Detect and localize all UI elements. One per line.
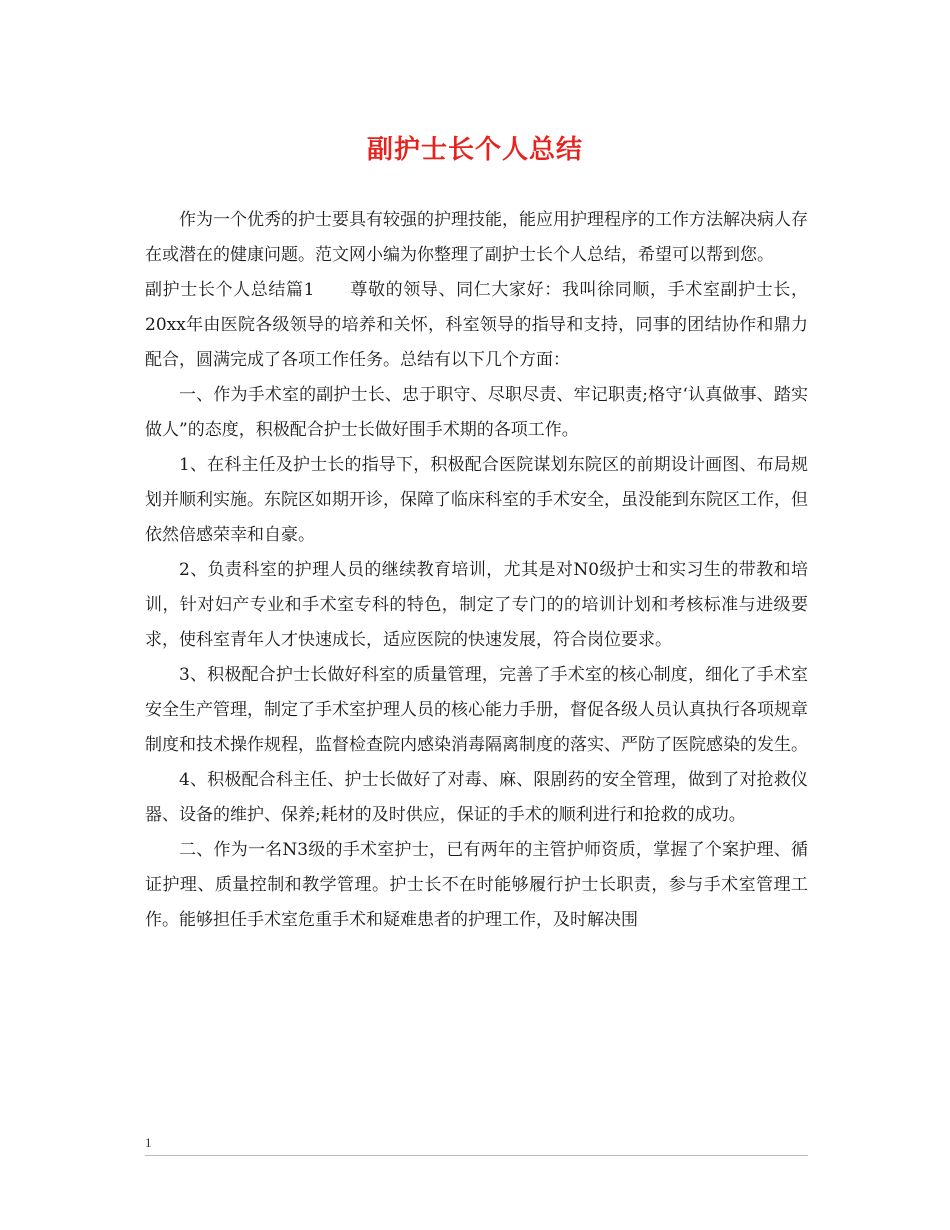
page-title: 副护士长个人总结 — [366, 135, 583, 165]
paragraph-intro: 作为一个优秀的护士要具有较强的护理技能，能应用护理程序的工作方法解决病人存在或潜在的健康问题。范文网小编为你整理了副护士长个人总结，希望可以帮到您。 — [145, 210, 808, 265]
paragraph-item-1: 1、在科主任及护士长的指导下，积极配合医院谋划东院区的前期设计画图、布局规划并顺利实施。东院区如期开诊，保障了临床科室的手术安全，虽没能到东院区工作，但依然倍感荣幸和自豪。 — [145, 455, 808, 545]
paragraph-part-two: 二、作为一名N3级的手术室护士，已有两年的主管护师资质，掌握了个案护理、循证护理、质量控制和教学管理。护士长不在时能够履行护士长职责，参与手术室管理工作。能够担任手术室危重手术和疑难患者的护理工作，及时解决围 — [145, 840, 808, 930]
paragraph-item-4: 4、积极配合科主任、护士长做好了对毒、麻、限剧药的安全管理，做到了对抢救仪器、设备的维护、保养;耗材的及时供应，保证的手术的顺利进行和抢救的成功。 — [145, 770, 808, 825]
footer-divider — [145, 1155, 808, 1156]
paragraph-item-2: 2、负责科室的护理人员的继续教育培训，尤其是对N0级护士和实习生的带教和培训，针对妇产专业和手术室专科的特色，制定了专门的的培训计划和考核标准与进级要求，使科室青年人才快速成长，适应医院的快速发展，符合岗位要求。 — [145, 560, 808, 650]
page-number: 1 — [145, 1135, 152, 1150]
document-body — [145, 203, 808, 938]
paragraph-item-3: 3、积极配合护士长做好科室的质量管理，完善了手术室的核心制度，细化了手术室安全生产管理，制定了手术室护理人员的核心能力手册，督促各级人员认真执行各项规章制度和技术操作规程，监督检查院内感染消毒隔离制度的落实、严防了医院感染的发生。 — [145, 665, 808, 755]
paragraph-section-heading: 副护士长个人总结篇1 尊敬的领导、同仁大家好：我叫徐同顺，手术室副护士长，20xx年由医院各级领导的培养和关怀，科室领导的指导和支持，同事的团结协作和鼎力配合，圆满完成了各项工作任务。总结有以下几个方面： — [145, 280, 808, 370]
paragraph-part-one: 一、作为手术室的副护士长、忠于职守、尽职尽责、牢记职责;格守‘认真做事、踏实做人”的态度，积极配合护士长做好围手术期的各项工作。 — [145, 385, 808, 440]
